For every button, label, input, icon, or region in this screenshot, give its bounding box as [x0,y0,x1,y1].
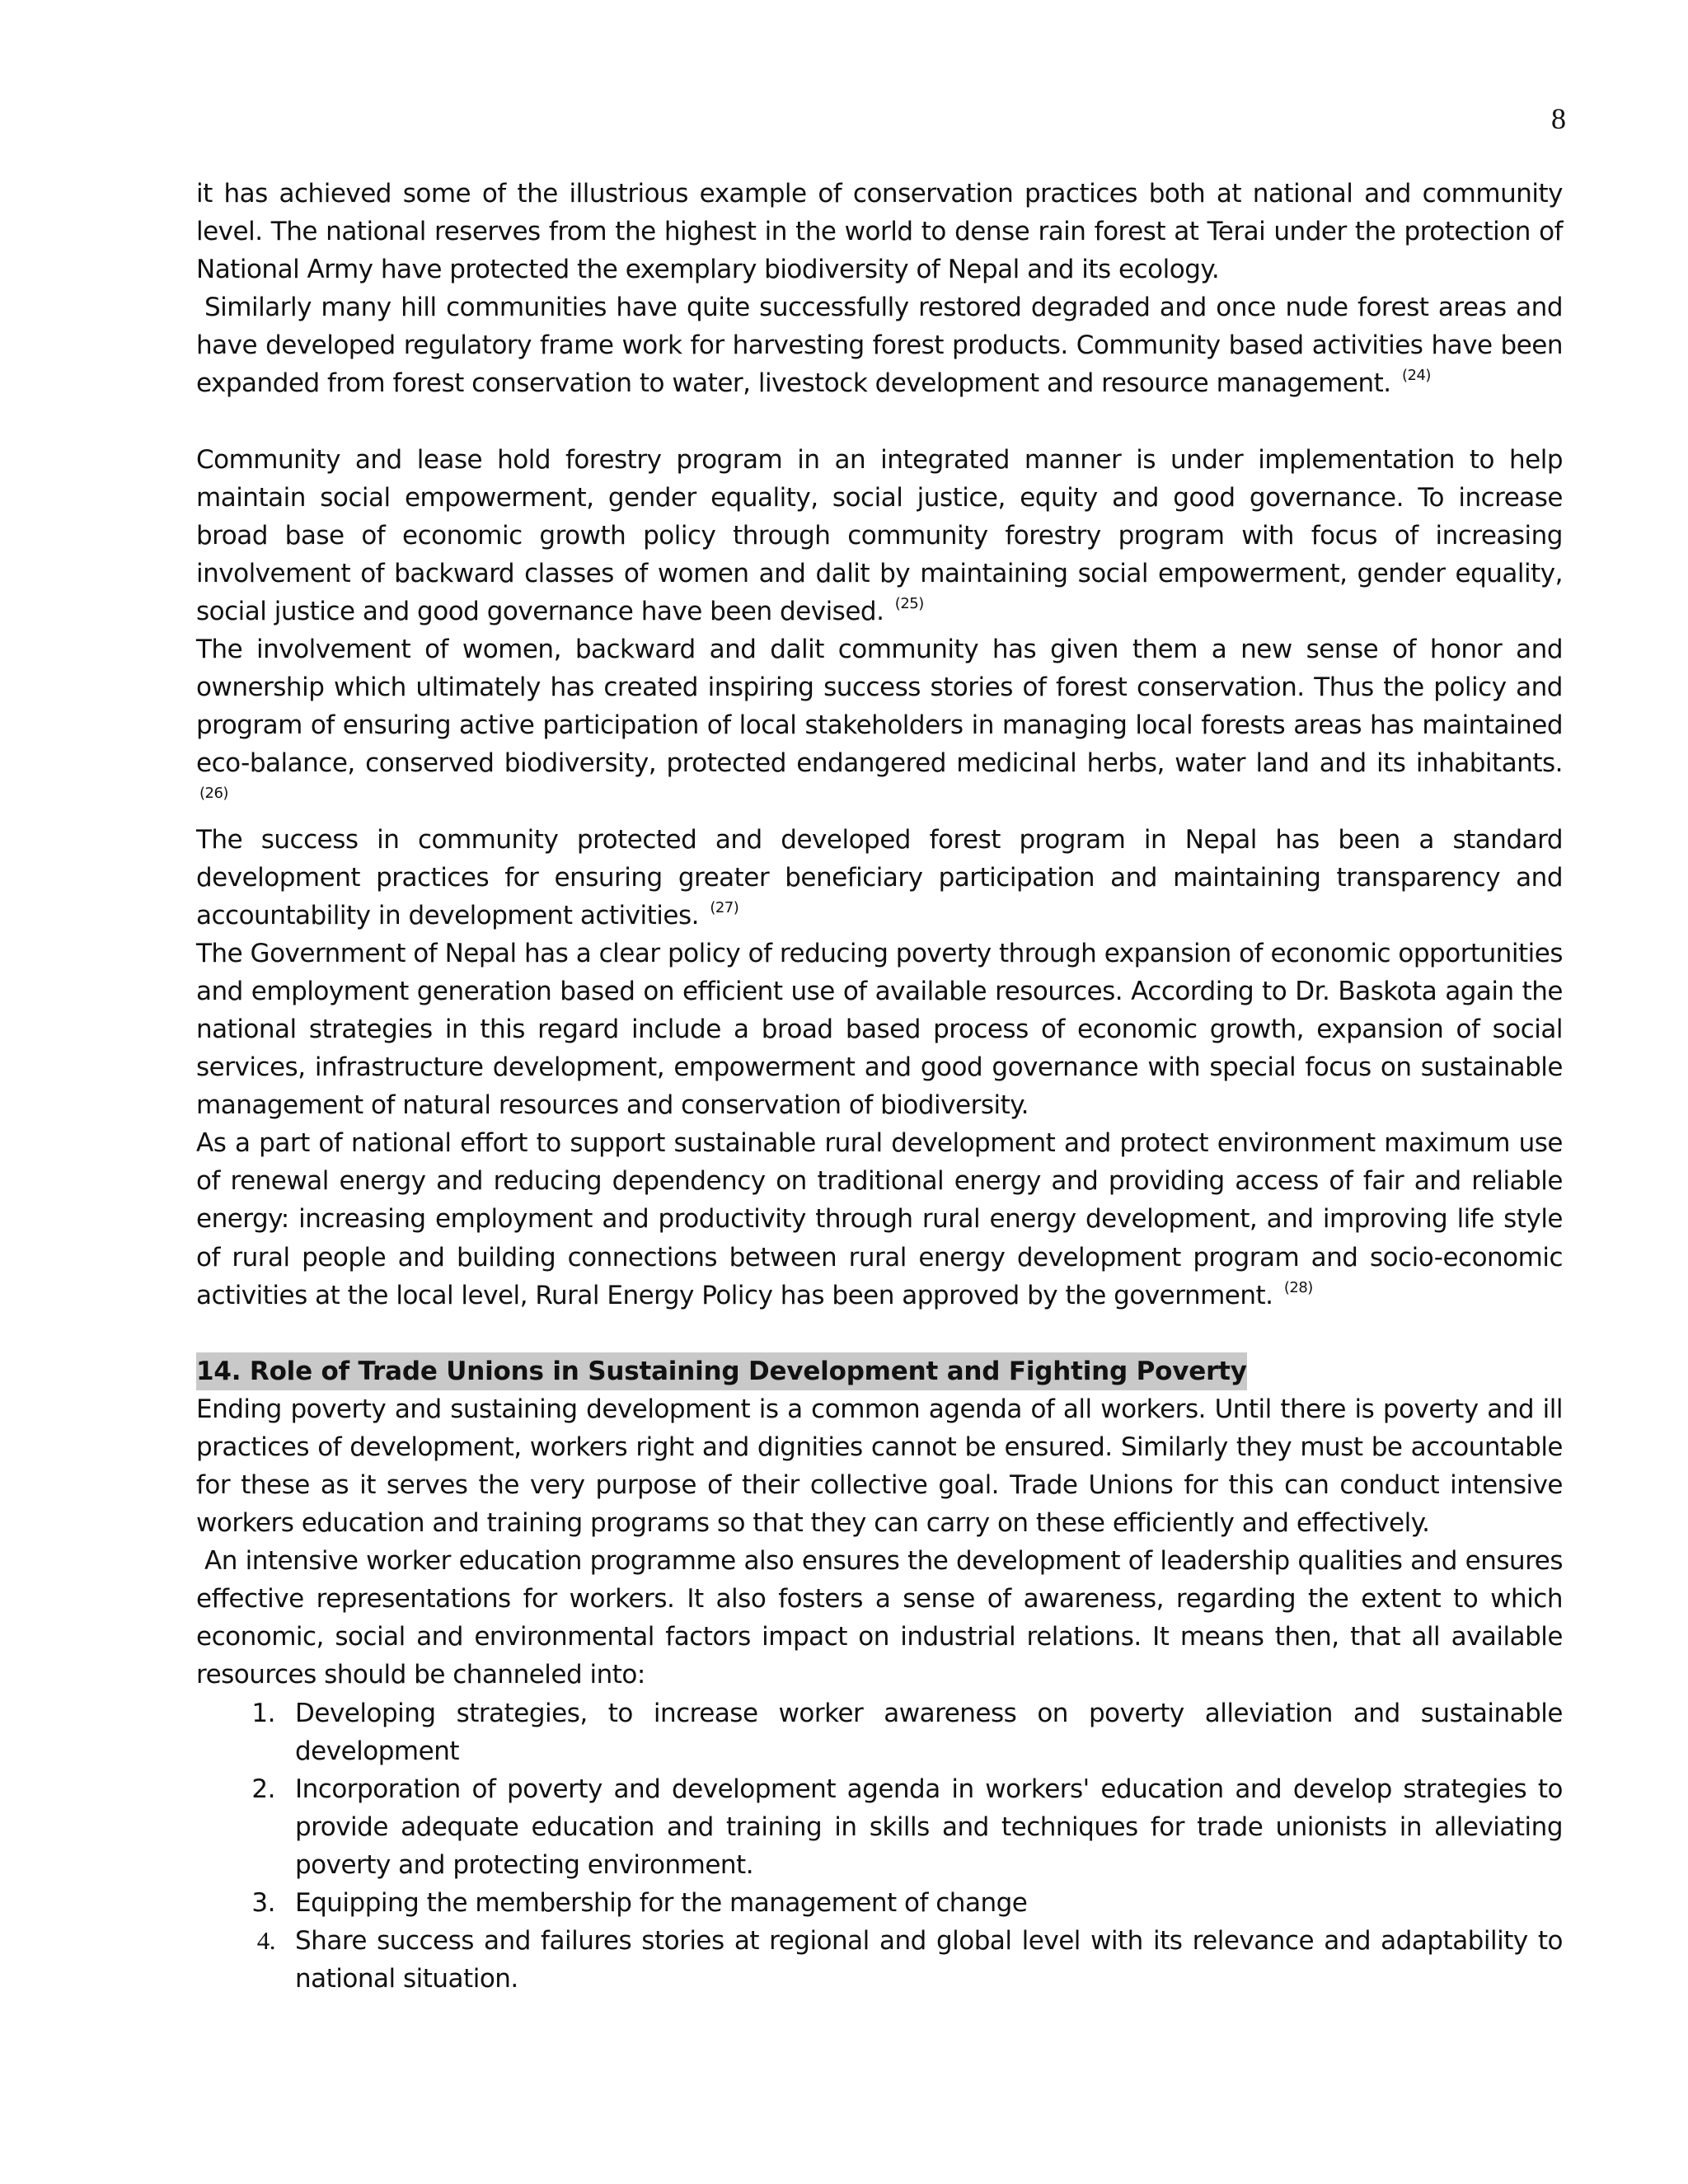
paragraph-forest-program-success: The success in community protected and developed forest program in Nepal has been a standard development practices for ensuring greater beneficiary participation and maintaining transparency and accountability in development activities. $^{(27)}$ [196,824,1563,930]
list-item-text: Incorporation of poverty and development agenda in workers' education and develop strategies to provide adequate education and training in skills and techniques for trade unionists in alleviating poverty and protecting environment. [295,1774,1563,1880]
list-item-number: 4. [256,1926,275,1956]
footnote-ref: (24) [1401,367,1431,385]
list-item [196,1694,1563,1770]
document-body [196,175,1563,1998]
list-item-number: 2. [251,1774,275,1804]
paragraph-conservation-example: it has achieved some of the illustrious example of conservation practices both at national and community level. The national reserves from the highest in the world to dense rain forest at Terai under the protection of National Army have protected the exemplary biodiversity of Nepal and its ecology. [196,179,1563,285]
list-item [196,1922,1563,1998]
footnote-ref: (26) [199,785,228,803]
section-heading-wrap [196,1352,1563,1390]
paragraph-ending-poverty: Ending poverty and sustaining development is a common agenda of all workers. Until there is poverty and ill practices of development, workers right and dignities cannot be ensured. Similarly they must be accountable for these as it serves the very purpose of their collective goal. Trade Unions for this can conduct intensive workers education and training programs so that they can carry on these efficiently and effectively. [196,1394,1563,1539]
page-number: 8 [1551,102,1566,135]
paragraph-worker-education: An intensive worker education programme also ensures the development of leadership qualities and ensures effective representations for workers. It also fosters a sense of awareness, regarding the extent to which economic, social and environmental factors impact on industrial relations. It means then, that all available resources should be channeled into: [196,1546,1563,1690]
paragraph-rural-energy: As a part of national effort to support sustainable rural development and protect environment maximum use of renewal energy and reducing dependency on traditional energy and providing access of fair and reliable energy: increasing employment and productivity through rural energy development, and improving life style of rural people and building connections between rural energy development program and socio-economic activities at the local level, Rural Energy Policy has been approved by the government. $^{(28)}$ [196,1128,1563,1310]
footnote-ref: (27) [710,898,739,916]
paragraph-women-involvement: The involvement of women, backward and dalit community has given them a new sense of honor and ownership which ultimately has created inspiring success stories of forest conservation. Thus the policy and program of ensuring active participation of local stakeholders in managing local forests areas has maintained eco-balance, conserved biodiversity, protected endangered medicinal herbs, water land and its inhabitants. $^{(26)}$ [196,635,1563,803]
list-item [196,1770,1563,1884]
list-item-number: 3. [251,1888,275,1919]
section-heading: 14. Role of Trade Unions in Sustaining Development and Fighting Poverty [196,1352,1247,1390]
footnote-ref: (28) [1283,1278,1313,1296]
paragraph-hill-communities: Similarly many hill communities have quite successfully restored degraded and once nude forest areas and have developed regulatory frame work for harvesting forest products. Community based activities have been expanded from forest conservation to water, livestock development and resource management. $^{(24)}$ [196,293,1563,399]
paragraph-community-forestry: Community and lease hold forestry program in an integrated manner is under implementation to help maintain social empowerment, gender equality, social justice, equity and good governance. To increase broad base of economic growth policy through community forestry program with focus of increasing involvement of backward classes of women and dalit by maintaining social empowerment, gender equality, social justice and good governance have been devised. $^{(25)}$ [196,444,1563,626]
list-item-text: Developing strategies, to increase worker awareness on poverty alleviation and sustainable development [295,1698,1563,1766]
paragraph-government-policy: The Government of Nepal has a clear policy of reducing poverty through expansion of economic opportunities and employment generation based on efficient use of available resources. According to Dr. Baskota again the national strategies in this regard include a broad based process of economic growth, expansion of social services, infrastructure development, empowerment and good governance with special focus on sustainable management of natural resources and conservation of biodiversity. [196,938,1563,1121]
footnote-ref: (25) [894,594,924,612]
list-item-text: Share success and failures stories at regional and global level with its relevance and adaptability to national situation. [295,1926,1563,1994]
numbered-list [196,1694,1563,1999]
list-item-number: 1. [251,1698,275,1728]
list-item [196,1884,1563,1922]
list-item-text: Equipping the membership for the management of change [295,1888,1028,1919]
